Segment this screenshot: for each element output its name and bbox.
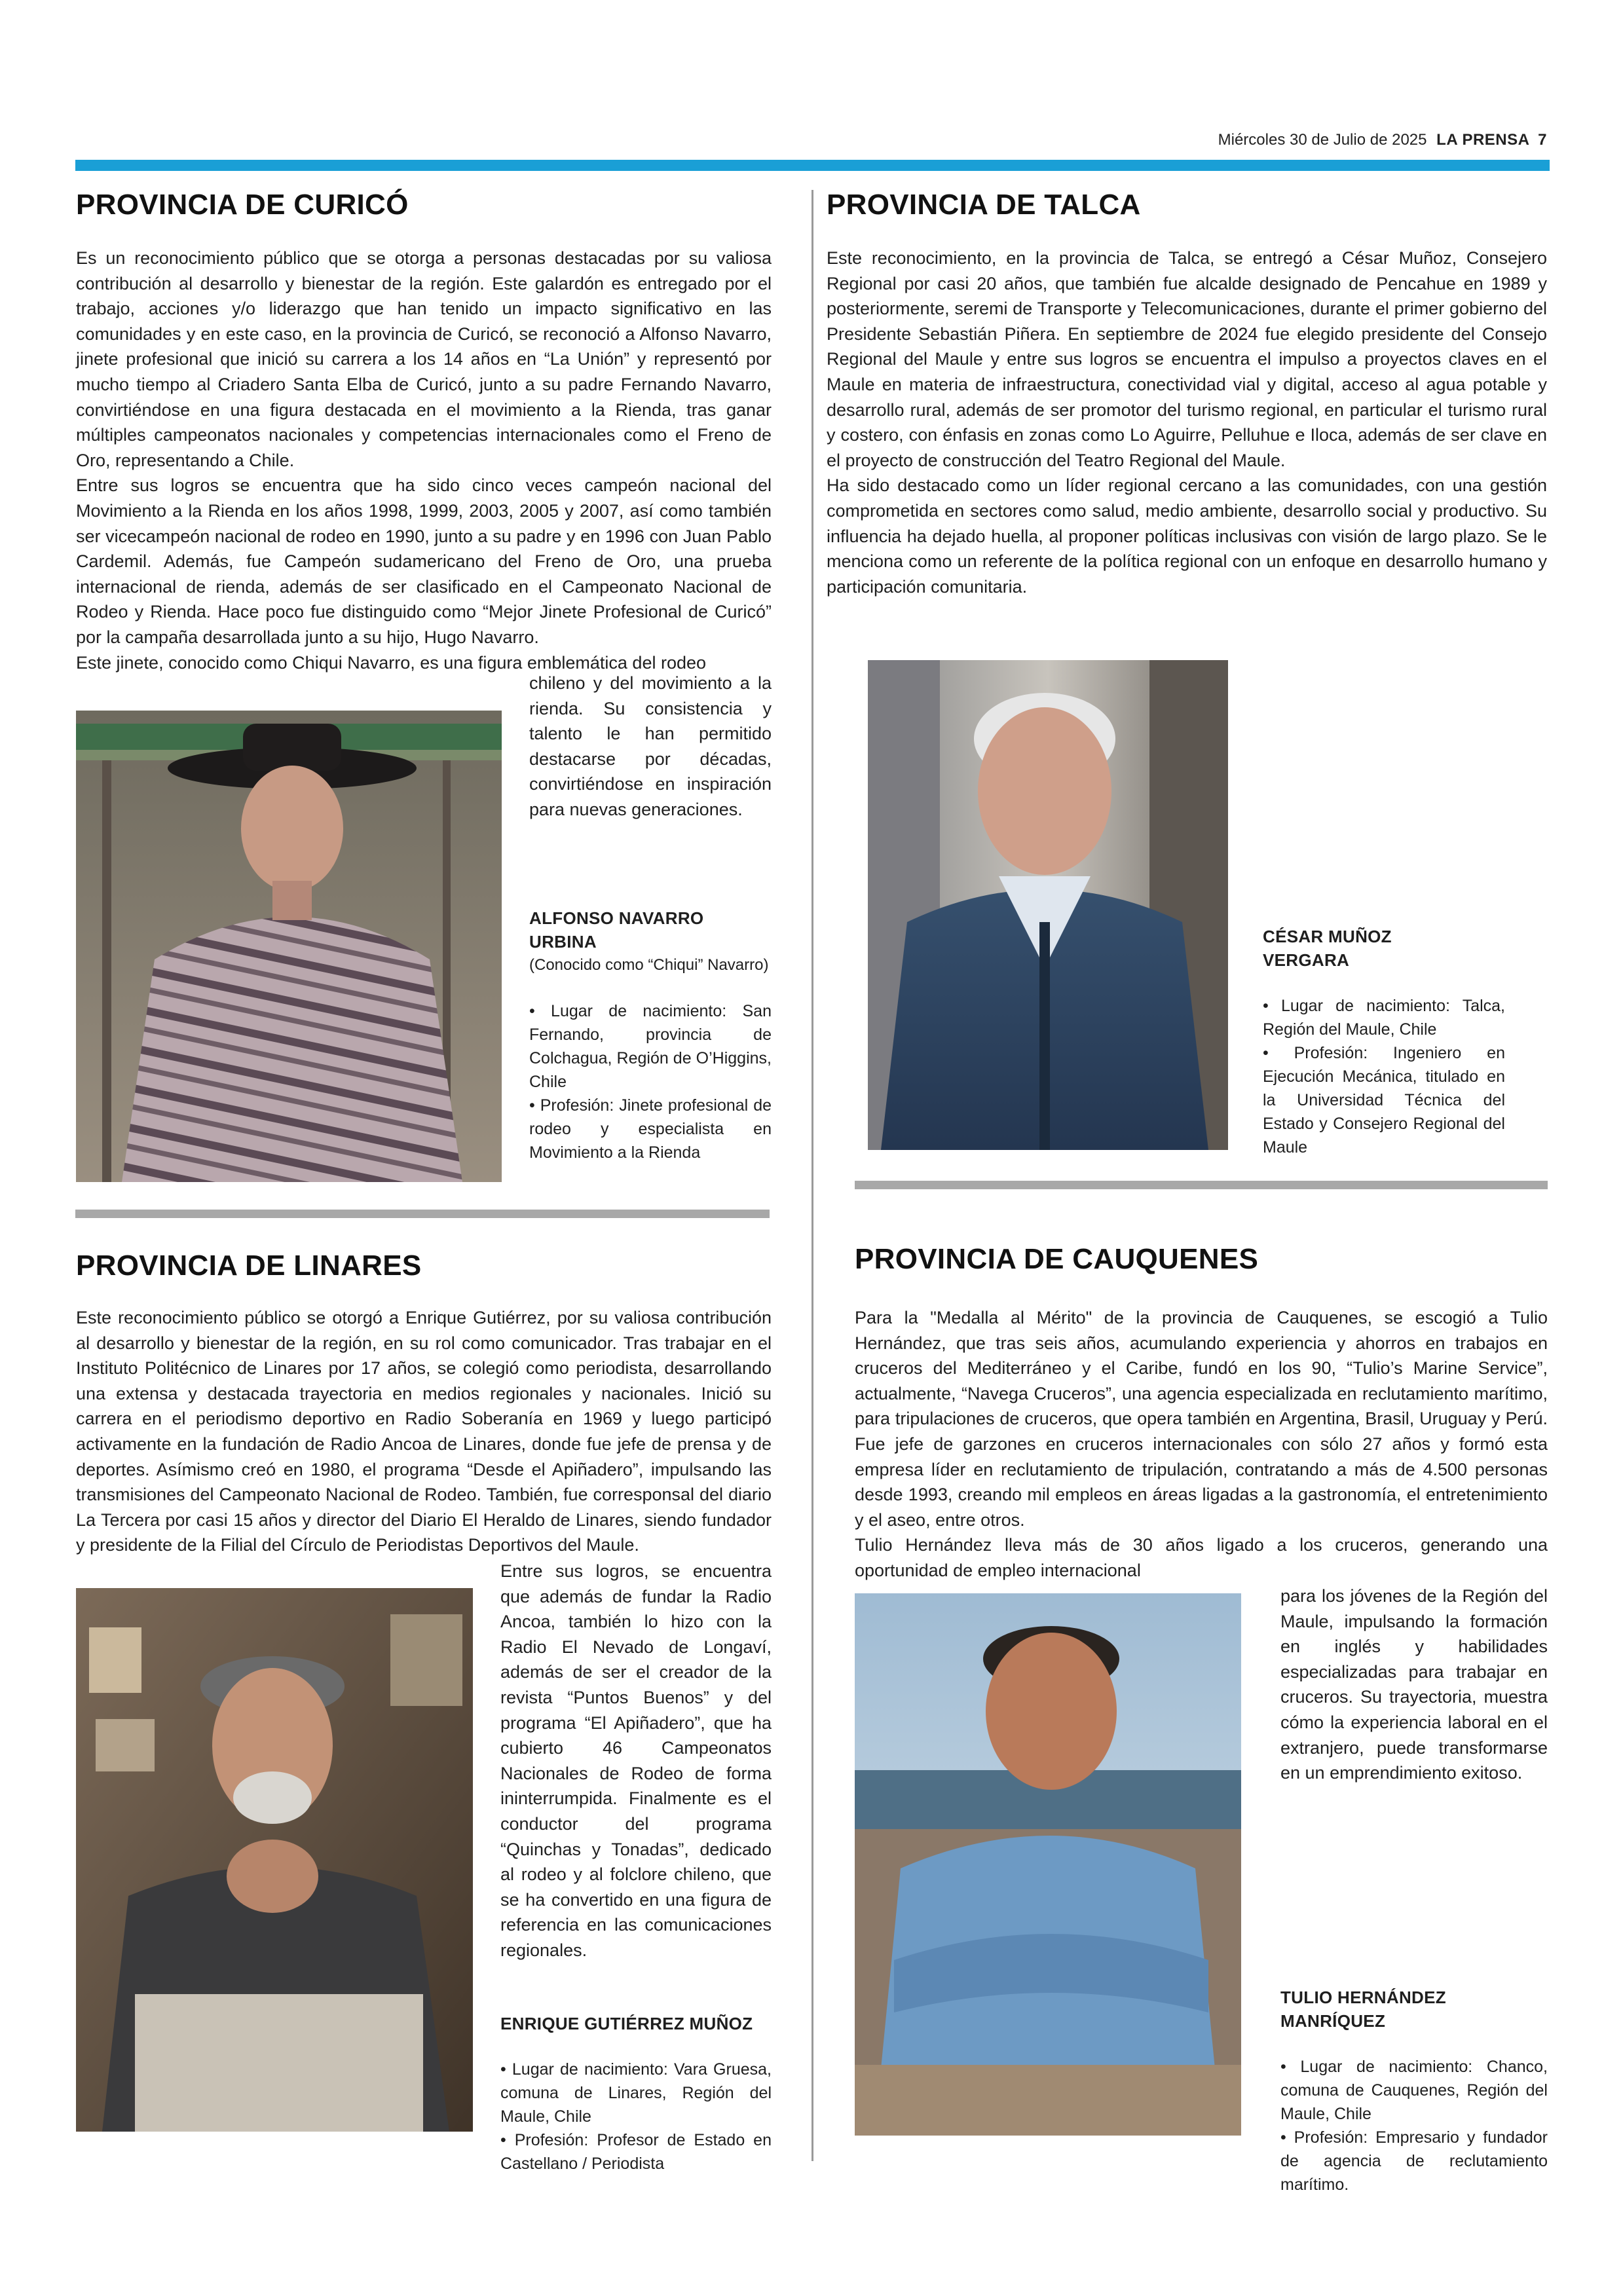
section-title-linares: PROVINCIA DE LINARES (76, 1250, 422, 1282)
talca-article (827, 246, 1547, 599)
caption-birthplace: • Lugar de nacimiento: San Fernando, provincia de Colchagua, Región de O’Higgins, Chile (529, 1002, 772, 1091)
linares-article: Este reconocimiento público se otorgó a Enrique Gutiérrez, por su valiosa contribución al desarrollo y bienestar de la región, en su rol como comunicador. Tras trabajar en el Instituto Politécnico de Linares por 17 años, se colegió como periodista, desarrollando una extensa y destacada trayectoria en medios regionales y nacionales. Inició su carrera en el periodismo deportivo en Radio Soberanía en 1969 y luego participó activamente en la fundación de Radio Ancoa de Linares, donde fue jefe de prensa y de deportes. Asímismo creó en 1980, el programa “Desde el Apiñadero”, impulsando las transmisiones del Campeonato Nacional de Rodeo. También, fue corresponsal del diario La Tercera por casi 15 años y director del Diario El Heraldo de Linares, siendo fundador y presidente de la Filial del Círculo de Periodistas Deportivos del Maule. (76, 1308, 772, 1555)
caption-profession: • Profesión: Empresario y fundador de agencia de reclutamiento marítimo. (1280, 2128, 1548, 2194)
section-title-talca: PROVINCIA DE TALCA (827, 189, 1141, 221)
linares-article-continued: Entre sus logros, se encuentra que además de fundar la Radio Ancoa, también lo hizo con la Radio El Nevado de Longaví, además de ser el creador de la revista “Puntos Buenos” y del programa “El Apiñadero”, que ha cubierto 46 Campeonatos Nacionales de Rodeo de forma ininterrumpida. Finalmente es el conductor del programa “Quinchas y Tonadas”, dedicado al rodeo y al folclore chileno, que se ha convertido en una figura de referencia en las comunicaciones regionales. (500, 1561, 772, 1960)
column-divider (811, 190, 813, 2161)
page-number: 7 (1538, 131, 1547, 149)
caption-alias: (Conocido como “Chiqui” Navarro) (529, 956, 769, 974)
caption-name-line-1: TULIO HERNÁNDEZ (1280, 1988, 1446, 2007)
caption-name: ALFONSO NAVARRO URBINA (529, 908, 704, 952)
caption-tulio-hernandez (1280, 1986, 1548, 2196)
photo-tulio-hernandez (855, 1593, 1241, 2136)
cauquenes-paragraph-1: Para la "Medalla al Mérito" de la provincia de Cauquenes, se escogió a Tulio Hernández, que tras seis años, acumulando experiencia y ahorros en trabajos en cruceros del Mediterráneo y el Caribe, fundó en los 90, “Tulio’s Marine Service”, actualmente, “Navega Cruceros”, una agencia especializada en reclutamiento marítimo, para tripulaciones de cruceros, que opera también en Argentina, Brasil, Uruguay y Perú. Fue jefe de garzones en cruceros internacionales con sólo 27 años y formó esta empresa líder en reclutamiento de tripulación, contratando a más de 4.500 personas desde 1993, creando mil empleos en áreas ligadas a la gastronomía, el entretenimiento y el aseo, entre otros. (855, 1308, 1548, 1530)
header-accent-bar (75, 160, 1550, 171)
caption-birthplace: • Lugar de nacimiento: Talca, Región del Maule, Chile (1263, 997, 1505, 1039)
caption-birthplace: • Lugar de nacimiento: Vara Gruesa, comuna de Linares, Región del Maule, Chile (500, 2060, 772, 2126)
photo-cesar-munoz (868, 660, 1228, 1150)
caption-name-line-2: MANRÍQUEZ (1280, 2011, 1386, 2031)
section-title-cauquenes: PROVINCIA DE CAUQUENES (855, 1243, 1259, 1275)
section-divider-left (75, 1210, 770, 1218)
caption-enrique-gutierrez (500, 2012, 772, 2176)
caption-profession: • Profesión: Profesor de Estado en Castellano / Periodista (500, 2131, 772, 2173)
talca-paragraph-2: Ha sido destacado como un líder regional cercano a las comunidades, con una gestión comprometida en sectores como salud, medio ambiente, desarrollo social y productivo. Su influencia ha dejado huella, al proponer políticas inclusivas con visión de largo plazo. Se le menciona como un referente de la política regional con un enfoque en desarrollo humano y participación comunitaria. (827, 475, 1547, 597)
section-divider-right (855, 1181, 1548, 1189)
section-title-curico: PROVINCIA DE CURICÓ (76, 189, 409, 221)
talca-paragraph-1: Este reconocimiento, en la provincia de Talca, se entregó a César Muñoz, Consejero Regional por casi 20 años, que también fue alcalde designado de Pencahue en 1989 y posteriormente, seremi de Transporte y Telecomunicaciones, durante el primer gobierno del Presidente Sebastián Piñera. En septiembre de 2024 fue elegido presidente del Consejo Regional del Maule y entre sus logros se encuentra el impulso a proyectos claves en el Maule en materia de infraestructura, conectividad vial y digital, acceso al agua potable y desarrollo rural, además de ser promotor del turismo regional, en particular el turismo rural y costero, con énfasis en zonas como Lo Aguirre, Pelluhue e Iloca, además de ser clave en el proyecto de construcción del Teatro Regional del Maule. (827, 248, 1547, 470)
curico-paragraph-3: Este jinete, conocido como Chiqui Navarro, es una figura emblemática del rodeo (76, 652, 707, 673)
issue-date: Miércoles 30 de Julio de 2025 (1218, 131, 1427, 149)
curico-article-continued: chileno y del movimiento a la rienda. Su consistencia y talento le han permitido destacarse por décadas, convirtiéndose en inspiración para nuevas generaciones. (529, 673, 772, 819)
caption-alfonso-navarro (529, 906, 772, 1164)
caption-cesar-munoz (1263, 925, 1505, 1159)
paper-name: LA PRENSA (1436, 131, 1530, 149)
caption-birthplace: • Lugar de nacimiento: Chanco, comuna de Cauquenes, Región del Maule, Chile (1280, 2058, 1548, 2123)
page-folio (1218, 131, 1547, 149)
cauquenes-article-continued: para los jóvenes de la Región del Maule, impulsando la formación en inglés y habilidades especializadas para trabajar en cruceros. Su trayectoria, muestra cómo la experiencia laboral en el extranjero, puede transformarse en un emprendimiento exitoso. (1280, 1586, 1548, 1783)
caption-name-line-1: CÉSAR MUÑOZ (1263, 927, 1392, 946)
cauquenes-paragraph-2: Tulio Hernández lleva más de 30 años ligado a los cruceros, generando una oportunidad de empleo internacional (855, 1535, 1548, 1580)
caption-name: ENRIQUE GUTIÉRREZ MUÑOZ (500, 2014, 753, 2033)
photo-enrique-gutierrez (76, 1588, 473, 2132)
caption-profession: • Profesión: Jinete profesional de rodeo y especialista en Movimiento a la Rienda (529, 1096, 772, 1162)
curico-article (76, 246, 772, 675)
curico-paragraph-1: Es un reconocimiento público que se otorga a personas destacadas por su valiosa contribución al desarrollo y bienestar de la región. Este galardón es entregado por el trabajo, acciones y/o liderazgo que han tenido un impacto significativo en las comunidades y en este caso, en la provincia de Curicó, se reconoció a Alfonso Navarro, jinete profesional que inició su carrera a los 14 años en “La Unión” y representó por mucho tiempo al Criadero Santa Elba de Curicó, junto a su padre Fernando Navarro, convirtiéndose en una figura destacada en el movimiento a la Rienda, tras ganar múltiples campeonatos nacionales y competencias internacionales como el Freno de Oro, representando a Chile. (76, 248, 772, 470)
photo-alfonso-navarro (76, 711, 502, 1182)
caption-name-line-2: VERGARA (1263, 950, 1350, 970)
curico-paragraph-2: Entre sus logros se encuentra que ha sido cinco veces campeón nacional del Movimiento a la Rienda en los años 1998, 1999, 2003, 2005 y 2007, así como también ser vicecampeón nacional de rodeo en 1990, junto a su padre y en 1996 con Juan Pablo Cardemil. Además, fue Campeón sudamericano del Freno de Oro, una prueba internacional de rienda, además de ser clasificado en el Campeonato Nacional de Rodeo y Rienda. Hace poco fue distinguido como “Mejor Jinete Profesional de Curicó” por la campaña desarrollada junto a su hijo, Hugo Navarro. (76, 475, 772, 647)
caption-profession: • Profesión: Ingeniero en Ejecución Mecánica, titulado en la Universidad Técnica del Estado y Consejero Regional del Maule (1263, 1044, 1505, 1157)
cauquenes-article (855, 1305, 1548, 1583)
